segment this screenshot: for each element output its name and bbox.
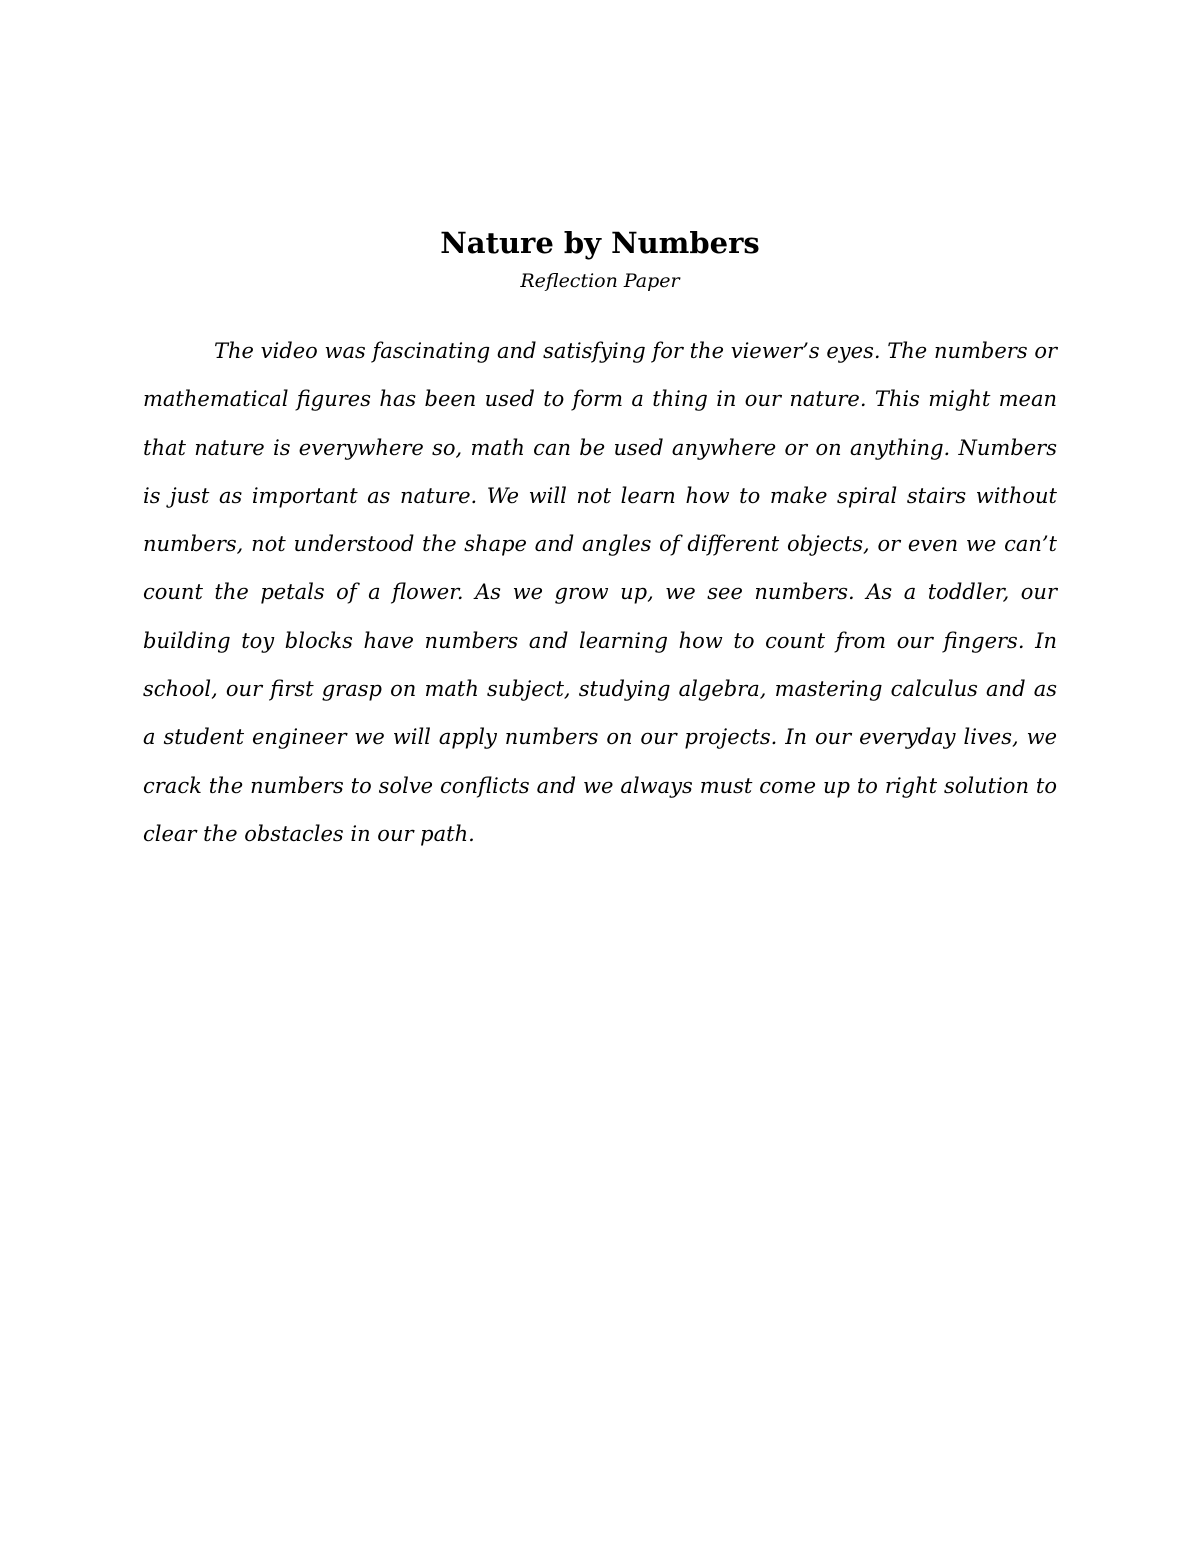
document-title: Nature by Numbers	[440, 226, 760, 260]
body-paragraph: The video was fascinating and satisfying for the viewer’s eyes. The numbers or mathematical figures has been used to form a thing in our nature. This might mean that nature is everywhere so, math can be used anywhere or on anything. Numbers is just as important as nature. We will not learn how to make spiral stairs without numbers, not understood the shape and angles of different objects, or even we can’t count the petals of a flower. As we grow up, we see numbers. As a toddler, our building toy blocks have numbers and learning how to count from our fingers. In school, our first grasp on math subject, studying algebra, mastering calculus and as a student engineer we will apply numbers on our projects. In our everyday lives, we crack the numbers to solve conflicts and we always must come up to right solution to clear the obstacles in our path.	[143, 339, 1057, 846]
document-subtitle: Reflection Paper	[520, 270, 680, 292]
